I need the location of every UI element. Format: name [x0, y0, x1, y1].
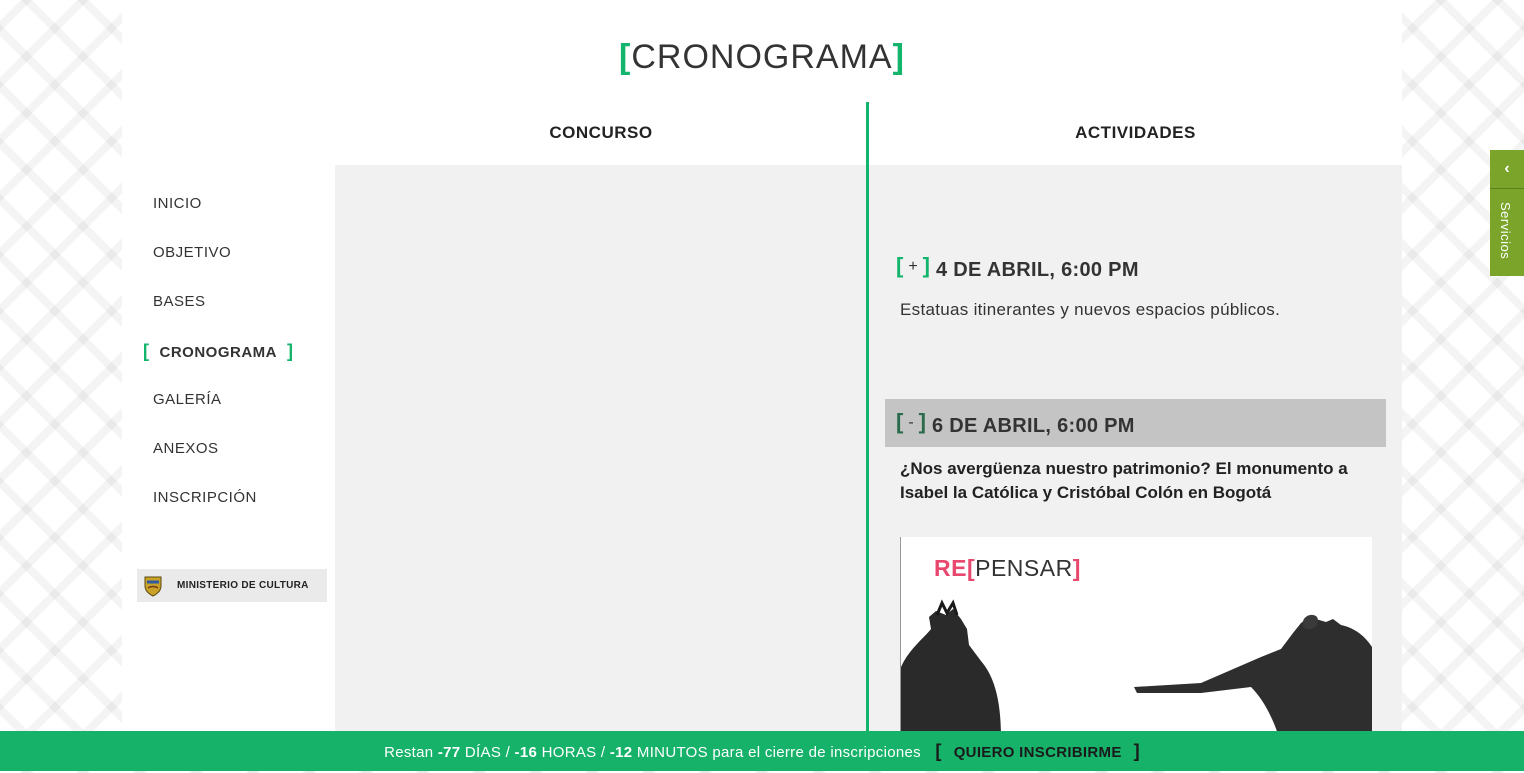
poster-brand [934, 555, 1081, 582]
page-title [122, 38, 1402, 77]
countdown-minutes-label: MINUTOS para el cierre de inscripciones [636, 744, 921, 761]
toggle-bracket-close: ] [918, 409, 926, 434]
chevron-left-icon[interactable]: ‹ [1490, 150, 1524, 189]
ministry-label: MINISTERIO DE CULTURA [177, 580, 309, 591]
countdown-hours: -16 [514, 744, 538, 761]
ministry-logo[interactable] [137, 569, 327, 602]
toggle-bracket-open: [ [896, 409, 904, 434]
sidebar-nav [137, 185, 337, 528]
countdown-bar [0, 731, 1524, 771]
countdown-days-label: DÍAS / [464, 744, 511, 761]
event-date: 4 DE ABRIL, 6:00 PM [936, 259, 1139, 281]
title-text: CRONOGRAMA [631, 38, 893, 76]
tab-concurso[interactable]: CONCURSO [549, 123, 653, 142]
sidebar-item-bases[interactable]: BASES [153, 293, 206, 310]
active-bracket-open: [ [143, 341, 150, 361]
sidebar-item-label: CRONOGRAMA [159, 344, 277, 361]
cta-bracket-open: [ [935, 741, 942, 761]
signup-label: QUIERO INSCRIBIRME [953, 744, 1122, 761]
cta-bracket-close: ] [1133, 741, 1140, 761]
services-label: Servicios [1498, 202, 1513, 260]
minus-icon: - [908, 414, 914, 431]
tab-actividades[interactable]: ACTIVIDADES [1075, 123, 1196, 142]
poster-word: PENSAR [975, 555, 1073, 581]
poster-bracket-open: [ [966, 555, 976, 581]
toggle-bracket-close: ] [922, 253, 930, 278]
event-description: Estatuas itinerantes y nuevos espacios públicos. [900, 300, 1281, 319]
services-tab[interactable] [1490, 150, 1524, 276]
sidebar-item-inscripcion[interactable]: INSCRIPCIÓN [153, 489, 257, 506]
expand-toggle[interactable] [896, 253, 930, 279]
title-bracket-open: [ [619, 38, 632, 76]
event-poster [900, 537, 1372, 737]
countdown-minutes: -12 [609, 744, 633, 761]
active-bracket-close: ] [287, 341, 294, 361]
countdown-days: -77 [437, 744, 461, 761]
plus-icon: + [908, 258, 918, 275]
event-date: 6 DE ABRIL, 6:00 PM [931, 415, 1135, 437]
concurso-panel [335, 165, 866, 745]
toggle-bracket-open: [ [896, 253, 904, 278]
countdown-hours-label: HORAS / [541, 744, 606, 761]
event-title: ¿Nos avergüenza nuestro patrimonio? El monumento a Isabel la Católica y Cristóbal Colón en Bogotá [900, 459, 1348, 502]
sidebar-item-inicio[interactable]: INICIO [153, 195, 202, 212]
title-bracket-close: ] [892, 38, 905, 76]
signup-button[interactable] [935, 741, 1140, 761]
sidebar-item-galeria[interactable]: GALERÍA [153, 391, 222, 408]
sidebar-item-anexos[interactable]: ANEXOS [153, 440, 219, 457]
collapse-toggle[interactable] [896, 409, 926, 435]
sidebar-item-objetivo[interactable]: OBJETIVO [153, 244, 232, 261]
poster-bracket-close: ] [1072, 555, 1081, 581]
event-item-expanded[interactable] [885, 399, 1386, 447]
poster-prefix: RE [934, 555, 967, 581]
event-item[interactable] [896, 253, 1139, 282]
countdown-prefix: Restan [384, 744, 434, 761]
main-page [122, 0, 1402, 771]
column-divider [866, 102, 869, 742]
coat-of-arms-icon [137, 569, 169, 602]
sidebar-item-cronograma[interactable] [137, 332, 337, 381]
